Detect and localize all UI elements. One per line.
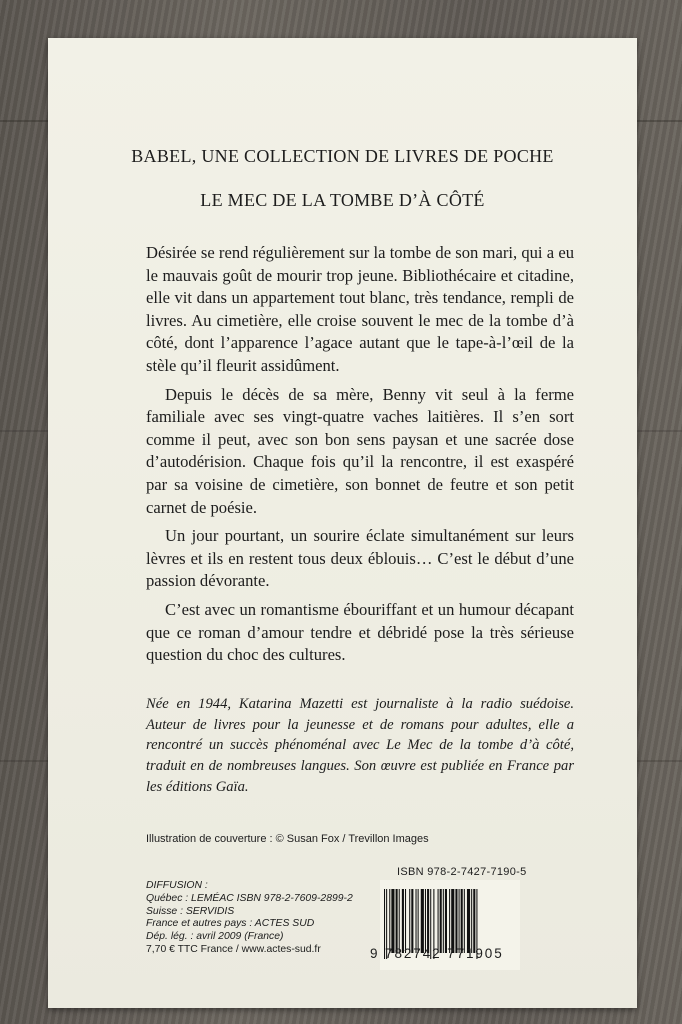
- blurb-paragraph: Désirée se rend régulièrement sur la tombe de son mari, qui a eu le mauvais goût de mourir trop jeune. Bibliothécaire et citadine, elle vit dans un appartement tout blanc, très tendance, rempli de livres. Au cimetière, elle croise souvent le mec de la tombe d’à côté, dont l’apparence l’agace autant que le tape-à-l’œil de la stèle qu’il fleurit assidûment.: [146, 243, 574, 375]
- diffusion-line: Dép. lég. : avril 2009 (France): [146, 931, 284, 943]
- blurb-paragraph: Depuis le décès de sa mère, Benny vit seul à la ferme familiale avec ses vingt-quatre vaches laitières. Il s’en sort comme il peut, avec son bon sens paysan et une sacrée dose d’autodérision. Chaque fois qu’il la rencontre, il est exaspéré par sa voisine de cimetière, son bonnet de feutre et son petit carnet de poésie.: [146, 384, 574, 517]
- collection-heading: BABEL, UNE COLLECTION DE LIVRES DE POCHE: [131, 146, 554, 166]
- book-title: LE MEC DE LA TOMBE D’À CÔTÉ: [200, 190, 485, 210]
- diffusion-line: France et autres pays : ACTES SUD: [146, 918, 315, 930]
- diffusion-info: [146, 880, 353, 957]
- blurb-paragraph: Un jour pourtant, un sourire éclate simultanément sur leurs lèvres et ils en restent tous deux éblouis… C’est le début d’une passion dévorante.: [146, 526, 574, 591]
- blurb-paragraph: C’est avec un romantisme ébouriffant et un humour décapant que ce roman d’amour tendre et débridé pose la très sérieuse question du choc des cultures.: [146, 599, 574, 665]
- barcode-digits: 9 782742 771905: [370, 946, 504, 961]
- diffusion-line: Suisse : SERVIDIS: [146, 905, 235, 917]
- blurb: [146, 242, 574, 673]
- book-back-cover: [48, 38, 637, 1008]
- diffusion-line: Québec : LEMÉAC ISBN 978-2-7609-2899-2: [146, 892, 353, 904]
- author-bio: Née en 1944, Katarina Mazetti est journaliste à la radio suédoise. Auteur de livres pour la jeunesse et de romans pour adultes, elle a rencontré un succès phénoménal avec Le Mec de la tombe d’à côté, traduit en de nombreuses langues. Son œuvre est publiée en France par les éditions Gaïa.: [146, 696, 574, 795]
- diffusion-line: DIFFUSION :: [146, 880, 208, 891]
- diffusion-line: 7,70 € TTC France / www.actes-sud.fr: [146, 943, 321, 955]
- illustration-credit: Illustration de couverture : © Susan Fox / Trevillon Images: [146, 833, 429, 845]
- isbn-label: ISBN 978-2-7427-7190-5: [397, 866, 527, 878]
